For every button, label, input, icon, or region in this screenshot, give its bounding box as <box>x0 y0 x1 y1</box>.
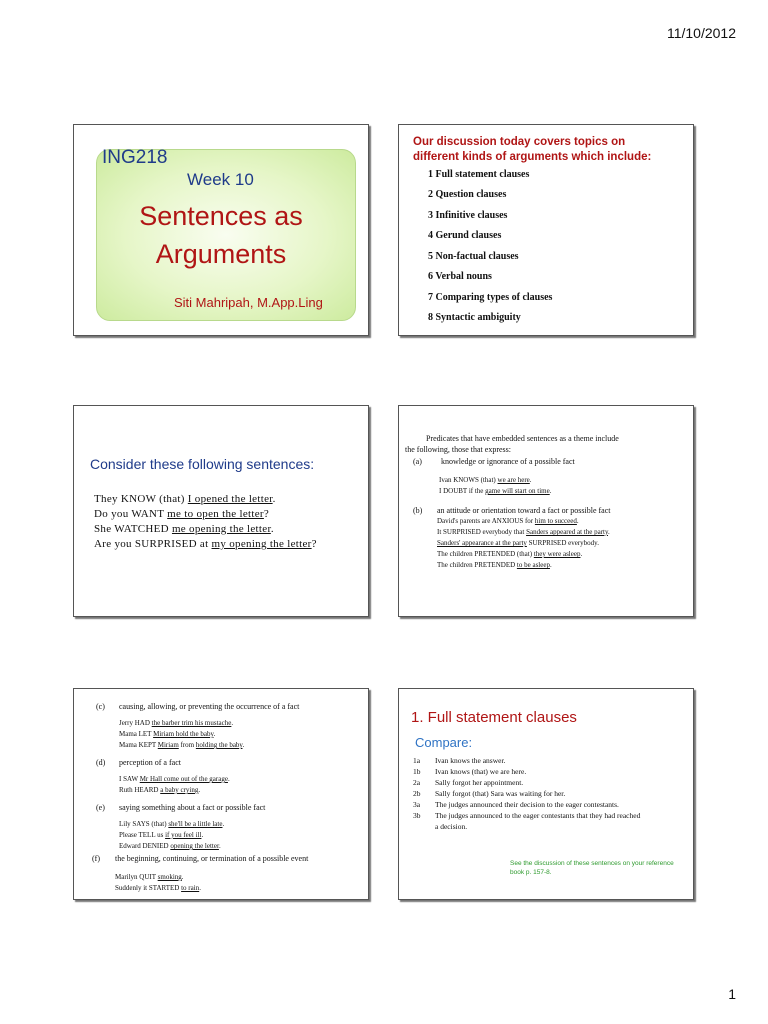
intro-line: Predicates that have embedded sentences as a theme include <box>426 434 619 443</box>
example-label: 3b <box>413 811 421 820</box>
example-line: Please TELL us if you feel ill. <box>119 831 204 839</box>
example-line: Suddenly it STARTED to rain. <box>115 884 201 892</box>
topic-item: 8 Syntactic ambiguity <box>428 312 521 323</box>
example-line: Ivan KNOWS (that) we are here. <box>439 476 532 484</box>
topic-item: 1 Full statement clauses <box>428 169 530 180</box>
slide-predicates-a-b <box>398 405 694 617</box>
reference-note-line: book p. 157-8. <box>510 869 552 876</box>
example-text: The judges announced to the eager contestants that they had reached <box>435 811 641 820</box>
example-sentence: They KNOW (that) I opened the letter. <box>94 493 276 505</box>
category-text: knowledge or ignorance of a possible fact <box>441 457 575 466</box>
slide-title-line-1: Sentences as <box>139 201 303 231</box>
category-label: (a) <box>413 457 422 466</box>
topic-item: 6 Verbal nouns <box>428 271 492 282</box>
category-label: (c) <box>96 702 105 711</box>
example-sentence: Do you WANT me to open the letter? <box>94 508 270 520</box>
example-label: 2a <box>413 778 421 787</box>
topics-intro-line-2: different kinds of arguments which include: <box>413 151 652 163</box>
topics-intro <box>413 135 651 165</box>
slide-topics <box>398 124 694 336</box>
example-line: The children PRETENDED (that) they were asleep. <box>437 550 583 558</box>
intro-line: the following, those that express: <box>405 445 511 454</box>
example-line: Marilyn QUIT smoking. <box>115 873 184 881</box>
slide-predicates-c-f <box>73 688 369 900</box>
category-text: perception of a fact <box>119 758 181 767</box>
example-line: Mama KEPT Miriam from holding the baby. <box>119 741 245 749</box>
example-line: It SURPRISED everybody that Sanders appeared at the party. <box>437 528 610 536</box>
slide-title <box>73 124 369 336</box>
author-name: Siti Mahripah, M.App.Ling <box>174 295 323 310</box>
example-sentence: She WATCHED me opening the letter. <box>94 523 274 535</box>
example-label: 3a <box>413 800 421 809</box>
slide-heading: 1. Full statement clauses <box>411 709 577 726</box>
example-label: 1a <box>413 756 421 765</box>
example-text: Sally forgot her appointment. <box>435 778 524 787</box>
slide-title-line-2: Arguments <box>155 239 287 269</box>
category-text: an attitude or orientation toward a fact or possible fact <box>437 506 611 515</box>
example-text-continuation: a decision. <box>435 822 468 831</box>
topic-item: 7 Comparing types of clauses <box>428 292 553 303</box>
example-line: David's parents are ANXIOUS for him to succeed. <box>437 517 579 525</box>
example-line: Sanders' appearance at the party SURPRISED everybody. <box>437 539 599 547</box>
example-line: The children PRETENDED to be asleep. <box>437 561 552 569</box>
example-line: Mama LET Miriam hold the baby. <box>119 730 216 738</box>
example-text: Ivan knows (that) we are here. <box>435 767 527 776</box>
example-line: Lily SAYS (that) she'll be a little late. <box>119 820 225 828</box>
category-text: the beginning, continuing, or termination of a possible event <box>115 854 309 863</box>
topic-item: 4 Gerund clauses <box>428 230 502 241</box>
slide-example-sentences <box>73 405 369 617</box>
example-label: 1b <box>413 767 421 776</box>
category-label: (d) <box>96 758 106 767</box>
slide-heading: Consider these following sentences: <box>90 456 315 472</box>
example-label: 2b <box>413 789 421 798</box>
example-line: Ruth HEARD a baby crying. <box>119 786 201 794</box>
slide-full-statement-clauses <box>398 688 694 900</box>
topic-item: 3 Infinitive clauses <box>428 210 508 221</box>
category-label: (f) <box>92 854 100 863</box>
compare-label: Compare: <box>415 735 473 750</box>
reference-note <box>510 859 674 877</box>
example-text: The judges announced their decision to the eager contestants. <box>435 800 619 809</box>
category-label: (b) <box>413 506 423 515</box>
week-label: Week 10 <box>187 170 254 189</box>
topic-item: 2 Question clauses <box>428 189 507 200</box>
reference-note-line: See the discussion of these sentences on your reference <box>510 860 674 867</box>
category-text: saying something about a fact or possible fact <box>119 803 266 812</box>
example-text: Ivan knows the answer. <box>435 756 506 765</box>
example-text: Sally forgot (that) Sara was waiting for her. <box>435 789 566 798</box>
page-number: 1 <box>728 986 736 1002</box>
category-label: (e) <box>96 803 105 812</box>
header-date: 11/10/2012 <box>666 25 736 41</box>
example-line: Jerry HAD the barber trim his mustache. <box>119 719 234 727</box>
topic-item: 5 Non-factual clauses <box>428 251 519 262</box>
example-line: I SAW Mr Hall come out of the garage. <box>119 775 230 783</box>
topics-intro-line-1: Our discussion today covers topics on <box>413 136 626 148</box>
course-code: ING218 <box>102 147 168 168</box>
category-text: causing, allowing, or preventing the occurrence of a fact <box>119 702 300 711</box>
example-sentence: Are you SURPRISED at my opening the letter? <box>94 538 317 550</box>
example-line: I DOUBT if the game will start on time. <box>439 487 552 495</box>
example-line: Edward DENIED opening the letter. <box>119 842 221 850</box>
